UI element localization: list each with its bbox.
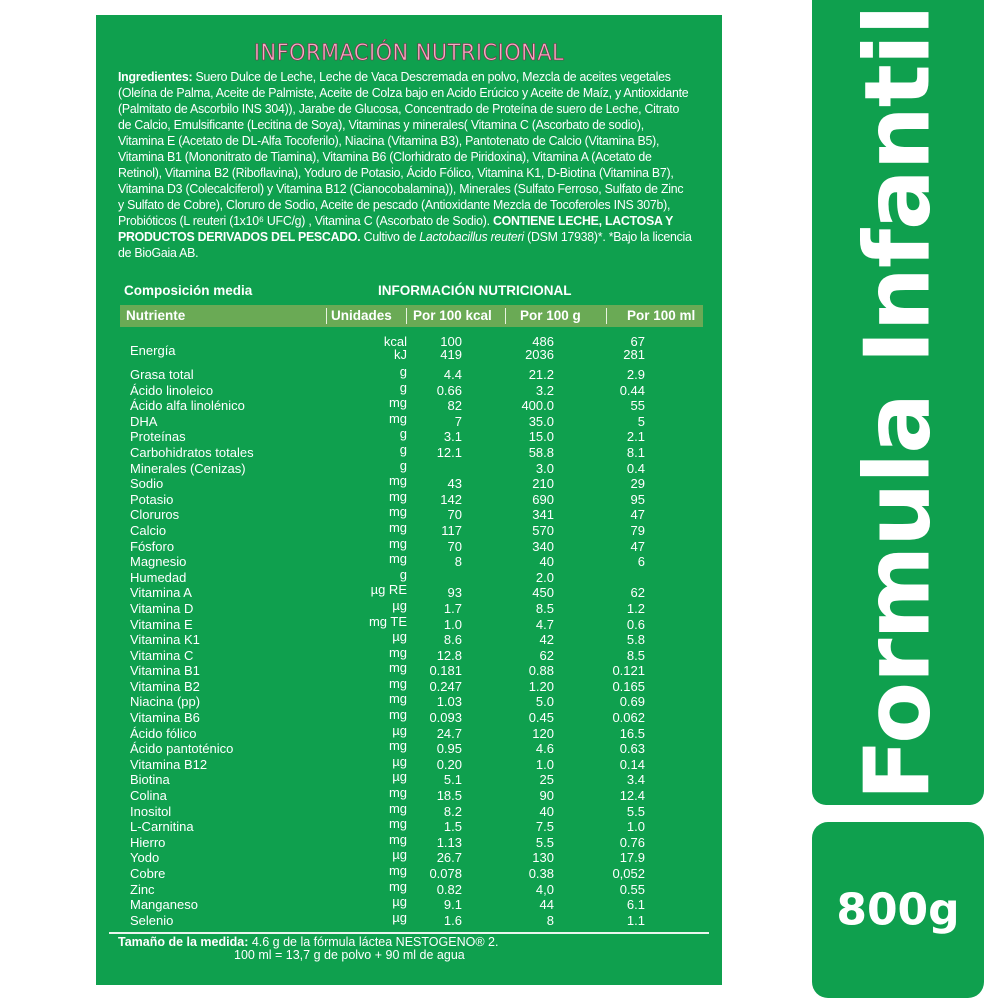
- value-per-100kcal: 18.5: [436, 788, 462, 804]
- nutrient-unit: mg: [388, 863, 407, 878]
- value-per-100kcal: 4.4: [443, 367, 462, 382]
- value-per-100g: 1.0: [535, 756, 554, 772]
- value-per-100g: 400.0: [521, 398, 554, 414]
- header-separator: [505, 308, 506, 324]
- nutrient-name: Vitamina E: [130, 616, 193, 632]
- value-per-100ml: 8.5: [626, 647, 645, 663]
- value-per-100ml: 67 281: [623, 334, 645, 362]
- value-per-100kcal: 12.8: [436, 647, 462, 663]
- value-per-100g: 15.0: [528, 429, 554, 445]
- culture-prefix: Cultivo de: [360, 230, 420, 244]
- nutrient-name: Ácido linoleico: [130, 382, 214, 398]
- nutrient-unit: µg RE: [370, 582, 407, 598]
- value-per-100kcal: 5.1: [443, 772, 462, 788]
- value-per-100ml: 5.8: [626, 632, 645, 648]
- nutrient-name: Hierro: [130, 834, 166, 850]
- value-per-100g: 90: [539, 788, 554, 804]
- value-per-100ml: 47: [630, 538, 645, 554]
- nutrient-name: Colina: [130, 788, 167, 804]
- value-per-100g: 4,0: [535, 881, 554, 897]
- header-separator: [326, 308, 327, 324]
- value-per-100g: 21.2: [528, 367, 554, 382]
- nutrient-unit: mg: [388, 644, 407, 660]
- value-per-100ml: 5.5: [626, 803, 645, 819]
- value-per-100ml: 12.4: [619, 788, 645, 804]
- value-per-100ml: 95: [630, 491, 645, 507]
- label-title: INFORMACIÓN NUTRICIONAL: [253, 41, 565, 66]
- value-per-100g: 3.2: [535, 382, 554, 398]
- nutrient-unit: mg: [388, 660, 407, 676]
- value-per-100ml: 2.1: [626, 429, 645, 445]
- nutrient-unit: mg: [388, 395, 407, 411]
- nutrient-unit: mg: [388, 816, 407, 832]
- value-per-100ml: 0.14: [619, 756, 645, 772]
- table-header: [120, 305, 703, 327]
- value-per-100ml: 8.1: [626, 444, 645, 460]
- nutrient-name: Ácido fólico: [130, 725, 197, 741]
- nutrient-unit: mg TE: [368, 613, 407, 629]
- product-type-text: Formula Infantil: [845, 4, 951, 801]
- nutrient-unit: mg: [388, 831, 407, 847]
- header-units: Unidades: [331, 308, 392, 323]
- nutrient-unit: g: [399, 379, 407, 395]
- nutrient-name: Zinc: [130, 881, 155, 897]
- nutrient-name: DHA: [130, 413, 158, 429]
- value-per-100ml: 2.9: [626, 367, 645, 382]
- table-row: [96, 707, 722, 726]
- nutrient-name: Vitamina B1: [130, 663, 200, 679]
- value-per-100g: 210: [532, 476, 554, 492]
- value-per-100kcal: 70: [447, 507, 462, 523]
- table-row: [96, 878, 722, 898]
- table-row: [96, 660, 722, 679]
- value-per-100kcal: 3.1: [443, 429, 462, 445]
- value-per-100ml: 0.44: [619, 382, 645, 398]
- value-per-100ml: 47: [630, 507, 645, 523]
- nutrient-unit: µg: [392, 894, 407, 910]
- value-per-100kcal: 100 419: [440, 334, 462, 362]
- value-per-100g: 120: [532, 725, 554, 741]
- table-row: [96, 675, 722, 695]
- ingredients-heading: Ingredientes:: [118, 70, 193, 84]
- value-per-100g: 5.0: [535, 694, 554, 710]
- value-per-100kcal: 8.2: [443, 803, 462, 819]
- nutrient-unit: g: [399, 441, 407, 457]
- value-per-100ml: 0.76: [619, 834, 645, 850]
- footnote-label: Tamaño de la medida:: [118, 935, 249, 949]
- nutrition-label-panel: [96, 15, 722, 985]
- value-per-100kcal: 1.7: [443, 600, 462, 616]
- value-per-100g: 130: [532, 850, 554, 866]
- value-per-100ml: 0.69: [619, 694, 645, 710]
- value-per-100g: 40: [539, 554, 554, 570]
- value-per-100ml: 1.2: [626, 600, 645, 616]
- table-row: [96, 457, 722, 477]
- nutrient-unit: µg: [392, 597, 407, 613]
- nutrient-unit: g: [399, 426, 407, 442]
- table-caption-left: Composición media: [124, 283, 253, 298]
- value-per-100kcal: 1.0: [443, 616, 462, 632]
- table-row: [96, 691, 722, 710]
- table-row: [96, 426, 722, 445]
- header-per-100kcal: Por 100 kcal: [413, 308, 492, 323]
- header-per-100g: Por 100 g: [520, 308, 581, 323]
- value-per-100g: 450: [532, 585, 554, 601]
- nutrient-unit: µg: [392, 847, 407, 863]
- value-per-100ml: 16.5: [619, 725, 645, 741]
- nutrient-name: Vitamina B2: [130, 678, 200, 694]
- nutrient-name: Fósforo: [130, 538, 175, 554]
- nutrient-name: Humedad: [130, 569, 187, 585]
- nutrient-unit: mg: [388, 488, 407, 504]
- nutrient-rows: [96, 364, 722, 928]
- nutrient-unit: g: [399, 457, 407, 473]
- value-per-100kcal: 0.66: [436, 382, 462, 398]
- value-per-100ml: 0.6: [626, 616, 645, 632]
- nutrient-unit: mg: [388, 504, 407, 520]
- table-row: [96, 722, 722, 742]
- value-per-100kcal: 1.6: [443, 912, 462, 928]
- nutrient-name: Potasio: [130, 491, 174, 507]
- culture-suffix: (DSM 17938)*. *Bajo la licencia de BioGaia AB.: [118, 230, 692, 260]
- value-per-100ml: 79: [630, 522, 645, 538]
- value-per-100kcal: 0.093: [429, 710, 462, 726]
- nutrient-name: Biotina: [130, 772, 170, 788]
- table-row: [96, 566, 722, 586]
- nutrient-name: Vitamina C: [130, 647, 194, 663]
- nutrient-name: Vitamina A: [130, 585, 192, 601]
- value-per-100g: 25: [539, 772, 554, 788]
- table-row: [96, 364, 722, 383]
- nutrient-name: Vitamina D: [130, 600, 194, 616]
- table-row: [96, 816, 722, 835]
- value-per-100g: 0.38: [528, 866, 554, 881]
- table-row: [96, 785, 722, 804]
- value-per-100g: 62: [539, 647, 554, 663]
- net-weight-text: 800g: [836, 884, 960, 936]
- nutrient-name: Niacina (pp): [130, 694, 201, 710]
- nutrient-unit: mg: [388, 519, 407, 535]
- value-per-100g: 570: [532, 522, 554, 538]
- nutrient-name: Grasa total: [130, 367, 194, 382]
- table-row: [96, 504, 722, 523]
- table-caption-center: INFORMACIÓN NUTRICIONAL: [378, 283, 572, 298]
- table-row: [96, 551, 722, 570]
- nutrient-name: Manganeso: [130, 897, 198, 913]
- allergen-warning: CONTIENE LECHE, LACTOSA Y PRODUCTOS DERIVADOS DEL PESCADO.: [118, 214, 673, 244]
- serving-footnote: [118, 936, 498, 962]
- product-type-panel: [812, 0, 984, 805]
- nutrient-unit: µg: [392, 909, 407, 925]
- value-per-100g: 340: [532, 538, 554, 554]
- table-row: [96, 738, 722, 757]
- nutrient-unit: mg: [388, 691, 407, 707]
- table-row: [96, 629, 722, 648]
- value-per-100ml: 6: [637, 554, 645, 570]
- value-per-100kcal: 93: [447, 585, 462, 601]
- value-per-100kcal: 0.078: [429, 866, 462, 881]
- nutrient-name: L-Carnitina: [130, 819, 194, 835]
- value-per-100ml: 5: [637, 413, 645, 429]
- value-per-100kcal: 0.181: [429, 663, 462, 679]
- value-per-100kcal: 70: [447, 538, 462, 554]
- value-per-100kcal: 43: [447, 476, 462, 492]
- value-per-100ml: 0.4: [626, 460, 645, 476]
- value-per-100kcal: 12.1: [436, 444, 462, 460]
- value-per-100kcal: 117: [441, 522, 462, 538]
- value-per-100g: 690: [532, 491, 554, 507]
- value-per-100g: 1.20: [528, 678, 554, 694]
- value-per-100kcal: 142: [440, 491, 462, 507]
- value-per-100g: 58.8: [528, 444, 554, 460]
- nutrient-name: Inositol: [130, 803, 172, 819]
- nutrient-unit: mg: [388, 738, 407, 754]
- nutrient-name: Carbohidratos totales: [130, 444, 254, 460]
- value-per-100g: 0.88: [528, 663, 554, 679]
- value-per-100kcal: 1.5: [443, 819, 462, 835]
- culture-species: Lactobacillus reuteri: [419, 230, 524, 244]
- nutrient-unit: mg: [388, 551, 407, 567]
- nutrient-name: Cloruros: [130, 507, 180, 523]
- value-per-100g: 341: [532, 507, 554, 523]
- nutrient-unit: mg: [388, 410, 407, 426]
- value-per-100g: 486 2036: [525, 334, 554, 362]
- value-per-100ml: 0.165: [612, 678, 645, 694]
- table-row: [96, 831, 722, 851]
- value-per-100kcal: 0.20: [436, 756, 462, 772]
- value-per-100g: 42: [539, 632, 554, 648]
- value-per-100g: 7.5: [535, 819, 554, 835]
- nutrient-unit: mg: [388, 473, 407, 489]
- table-row: [96, 644, 722, 664]
- nutrient-name: Vitamina K1: [130, 632, 200, 648]
- value-per-100ml: 0.121: [612, 663, 645, 679]
- nutrient-unit: mg: [388, 878, 407, 894]
- value-per-100kcal: 1.03: [436, 694, 462, 710]
- nutrient-name: Ácido pantoténico: [130, 741, 234, 757]
- value-per-100g: 2.0: [535, 569, 554, 585]
- nutrient-unit: mg: [388, 535, 407, 551]
- value-per-100kcal: 0.247: [429, 678, 462, 694]
- nutrient-name: Sodio: [130, 476, 164, 492]
- nutrient-name: Cobre: [130, 866, 166, 881]
- header-per-100ml: Por 100 ml: [627, 308, 696, 323]
- value-per-100kcal: 0.95: [436, 741, 462, 757]
- net-weight-panel: [812, 822, 984, 998]
- value-per-100g: 4.6: [535, 741, 554, 757]
- table-row-energy: [96, 335, 722, 367]
- table-row: [96, 473, 722, 492]
- table-row: [96, 395, 722, 414]
- table-row: [96, 753, 722, 773]
- header-nutrient: Nutriente: [126, 308, 186, 323]
- table-row: [96, 410, 722, 430]
- table-row: [96, 909, 722, 929]
- table-row: [96, 894, 722, 913]
- footnote-line1: 4.6 g de la fórmula láctea NESTOGENO® 2.: [248, 935, 499, 949]
- table-row: [96, 488, 722, 508]
- value-per-100g: 35.0: [528, 413, 554, 429]
- value-per-100kcal: 1.13: [436, 834, 462, 850]
- value-per-100g: 4.7: [535, 616, 554, 632]
- value-per-100ml: 17.9: [619, 850, 645, 866]
- nutrient-name: Selenio: [130, 912, 174, 928]
- value-per-100kcal: 0.82: [436, 881, 462, 897]
- nutrient-name: Energía: [130, 343, 176, 358]
- nutrient-unit: mg: [388, 800, 407, 816]
- nutrient-name: Yodo: [130, 850, 160, 866]
- nutrient-unit: kcal kJ: [383, 334, 407, 362]
- nutrient-name: Magnesio: [130, 554, 187, 570]
- table-row: [96, 441, 722, 461]
- value-per-100kcal: 24.7: [436, 725, 462, 741]
- nutrient-name: Minerales (Cenizas): [130, 460, 246, 476]
- nutrient-unit: g: [399, 566, 407, 582]
- table-caption: [120, 283, 706, 301]
- value-per-100ml: 6.1: [626, 897, 645, 913]
- value-per-100ml: 62: [630, 585, 645, 601]
- table-row: [96, 519, 722, 539]
- table-row: [96, 582, 722, 601]
- value-per-100kcal: 8: [454, 554, 462, 570]
- nutrient-name: Vitamina B12: [130, 756, 208, 772]
- value-per-100ml: 0.63: [619, 741, 645, 757]
- value-per-100ml: 0,052: [612, 866, 645, 881]
- ingredients-text: [118, 69, 692, 261]
- value-per-100ml: 0.55: [619, 881, 645, 897]
- nutrition-table-body: [96, 335, 722, 928]
- ingredients-list: Suero Dulce de Leche, Leche de Vaca Descremada en polvo, Mezcla de aceites vegetales (Oleína de Palma, Aceite de Palmiste, Aceite de Colza bajo en Acido Erúcico y Aceite de Maíz, y Antioxidante (Palmitato de Ascorbilo INS 304)), Jarabe de Glucosa, Concentrado de Proteína de suero de Leche, Citrato de Calcio, Emulsificante (Lecitina de Soya), Vitaminas y minerales( Vitamina C (Ascorbato de sodio), Vitamina E (Acetato de DL-Alfa Tocoferilo), Niacina (Vitamina B3), Pantotenato de Calcio (Vitamina B5), Vitamina B1 (Mononitrato de Tiamina), Vitamina B6 (Clorhidrato de Piridoxina), Vitamina A (Acetato de Retinol), Vitamina B2 (Riboflavina), Yoduro de Potasio, Ácido Fólico, Vitamina K1, D-Biotina (Vitamina B7), Vitamina D3 (Colecalciferol) y Vitamina B12 (Cianocobalamina)), Minerales (Sulfato Ferroso, Sulfato de Zinc y Sulfato de Cobre), Cloruro de Sodio, Aceite de pescado (Antioxidante Mezcla de Tocoferoles INS 307b), Probióticos (L reuteri (1x10⁶ UFC/g) , Vitamina C (Ascorbato de Sodio).: [118, 70, 689, 228]
- value-per-100ml: 3.4: [626, 772, 645, 788]
- nutrient-unit: g: [399, 364, 407, 379]
- nutrient-name: Ácido alfa linolénico: [130, 398, 245, 414]
- footnote-line2: 100 ml = 13,7 g de polvo + 90 ml de agua: [234, 948, 465, 962]
- nutrient-unit: mg: [388, 785, 407, 801]
- value-per-100ml: 1.0: [626, 819, 645, 835]
- value-per-100g: 5.5: [535, 834, 554, 850]
- nutrient-unit: µg: [392, 753, 407, 769]
- nutrient-unit: mg: [388, 675, 407, 691]
- value-per-100kcal: 9.1: [443, 897, 462, 913]
- header-separator: [406, 308, 407, 324]
- nutrient-unit: mg: [388, 707, 407, 723]
- nutrient-unit: µg: [392, 722, 407, 738]
- nutrient-name: Proteínas: [130, 429, 186, 445]
- table-divider: [109, 932, 709, 934]
- value-per-100ml: 1.1: [626, 912, 645, 928]
- header-separator: [606, 308, 607, 324]
- table-row: [96, 769, 722, 788]
- nutrient-unit: µg: [392, 629, 407, 645]
- value-per-100g: 40: [539, 803, 554, 819]
- table-row: [96, 613, 722, 633]
- value-per-100kcal: 26.7: [436, 850, 462, 866]
- value-per-100g: 44: [539, 897, 554, 913]
- table-row: [96, 847, 722, 866]
- value-per-100ml: 29: [630, 476, 645, 492]
- value-per-100ml: 0.062: [612, 710, 645, 726]
- table-row: [96, 379, 722, 399]
- nutrient-unit: µg: [392, 769, 407, 785]
- value-per-100kcal: 7: [454, 413, 462, 429]
- value-per-100ml: 55: [630, 398, 645, 414]
- table-row: [96, 597, 722, 617]
- nutrient-name: Calcio: [130, 522, 167, 538]
- value-per-100g: 8: [546, 912, 554, 928]
- value-per-100g: 8.5: [535, 600, 554, 616]
- table-row: [96, 863, 722, 882]
- nutrient-name: Vitamina B6: [130, 710, 200, 726]
- value-per-100kcal: 82: [447, 398, 462, 414]
- table-row: [96, 535, 722, 555]
- value-per-100kcal: 8.6: [443, 632, 462, 648]
- value-per-100g: 0.45: [528, 710, 554, 726]
- table-row: [96, 800, 722, 820]
- value-per-100g: 3.0: [535, 460, 554, 476]
